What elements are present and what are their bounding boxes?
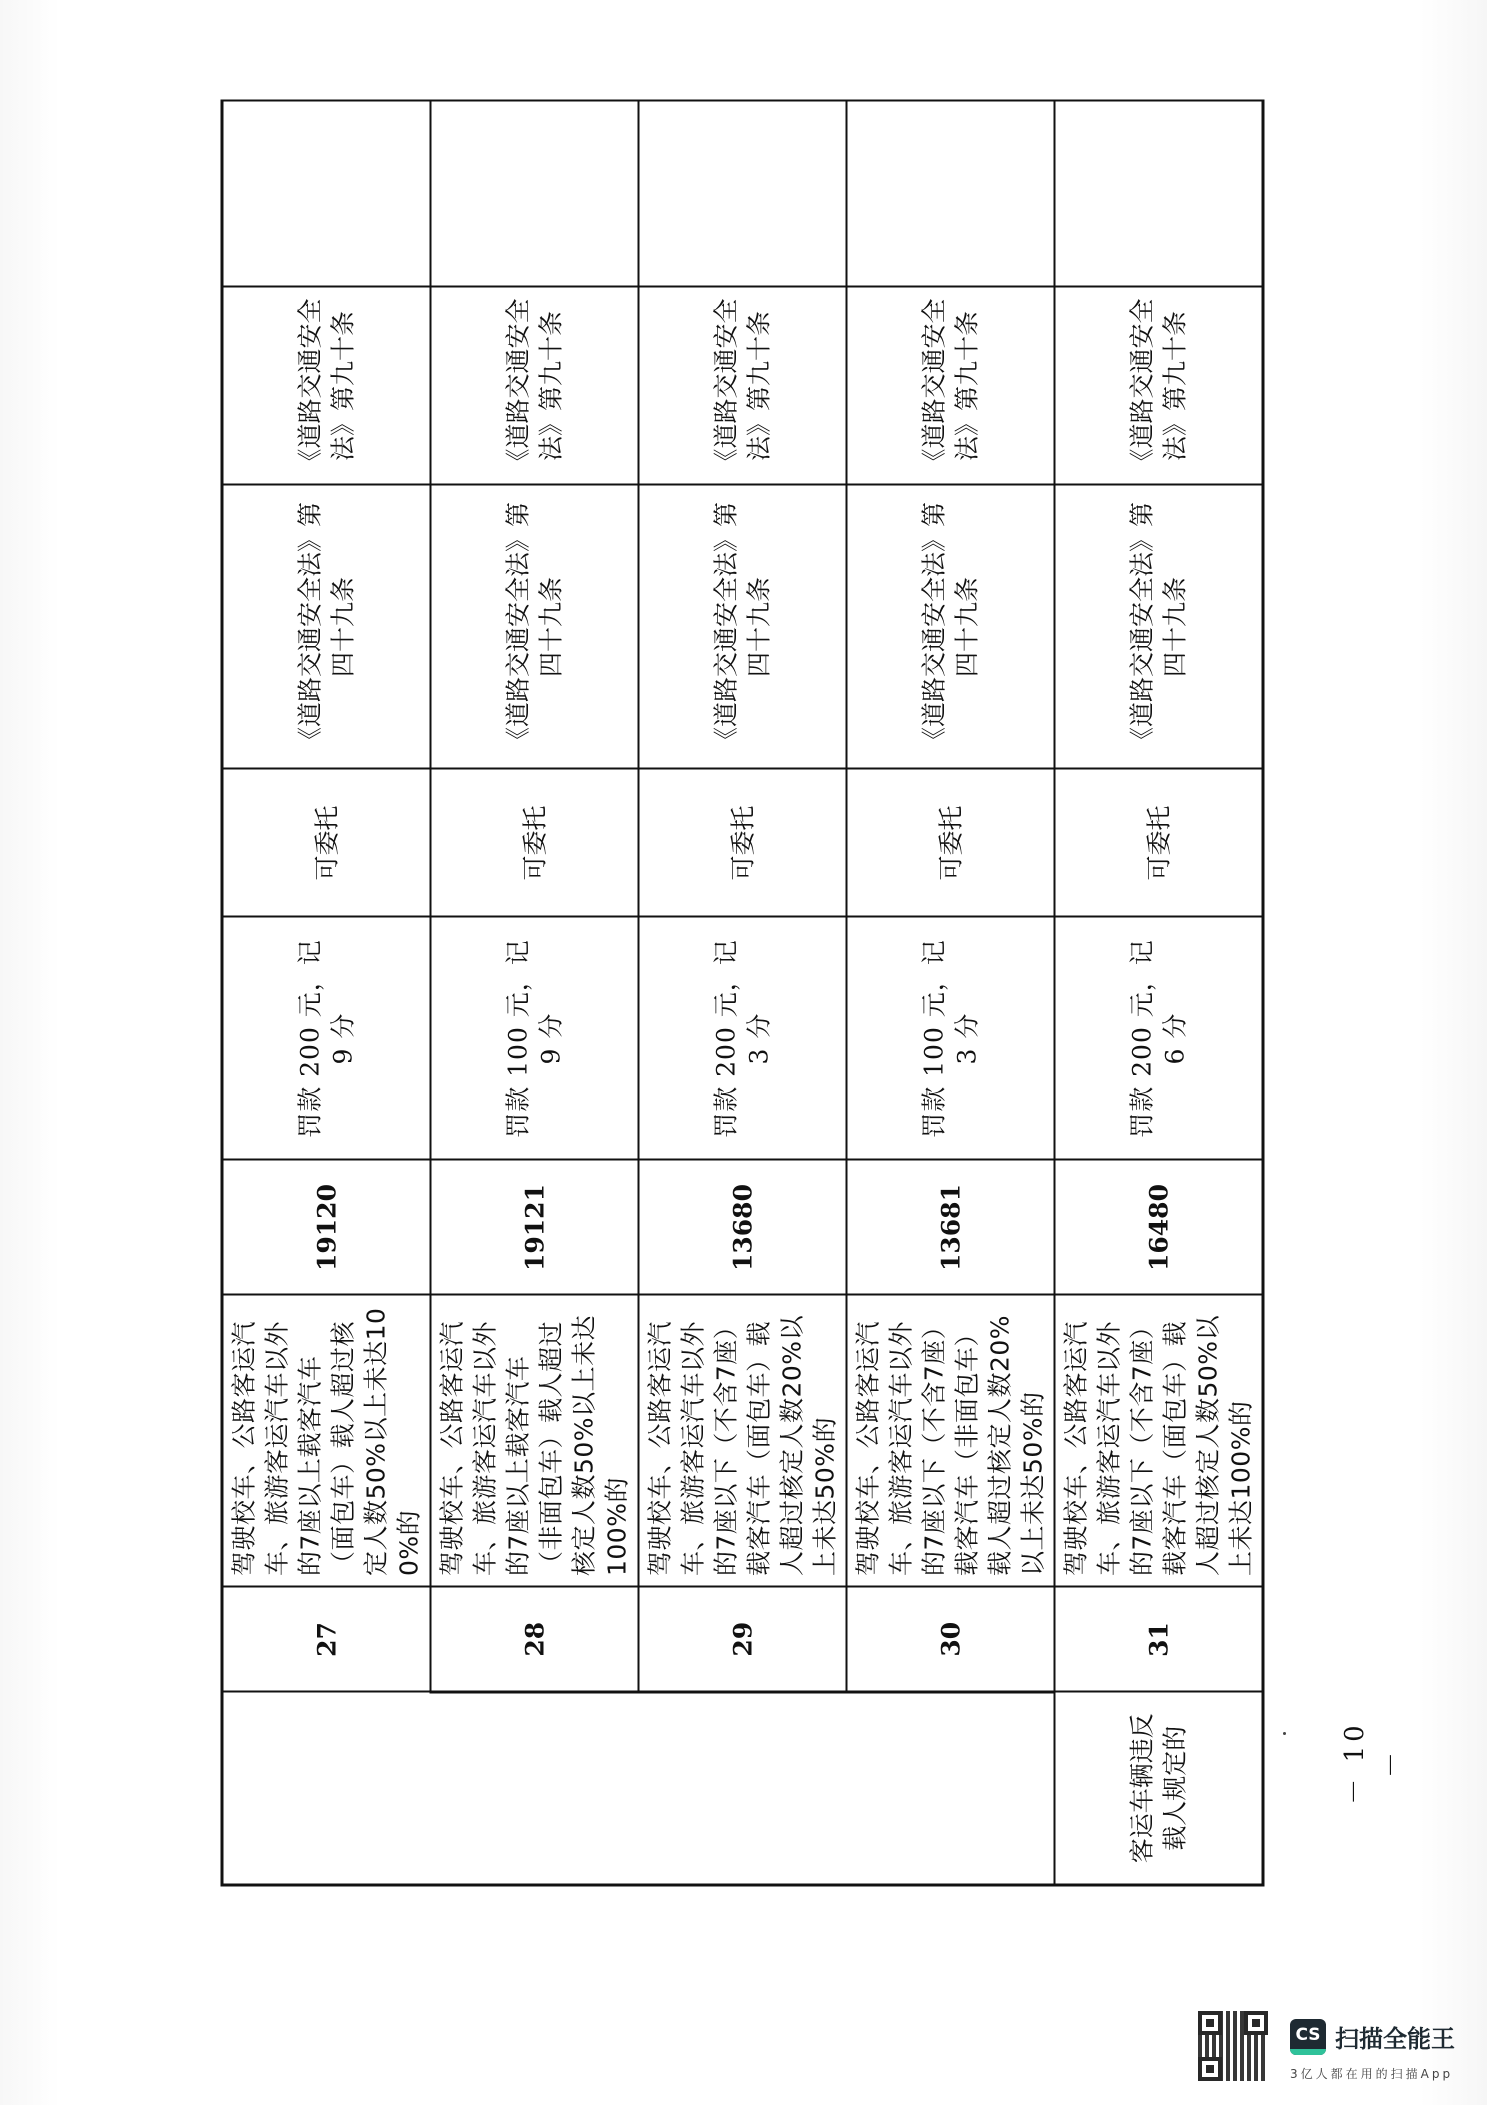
category-cell-continuation — [222, 1692, 1055, 1885]
penalty-cell: 罚款 200 元，记 9 分 — [222, 917, 431, 1160]
brand-tagline: 3亿人都在用的扫描App — [1290, 2067, 1454, 2081]
scanner-watermark — [1192, 2005, 1482, 2090]
code-cell: 19121 — [431, 1160, 639, 1295]
provision-cell: 《道路交通安全法》第四十九条 — [639, 485, 847, 769]
table-row — [1055, 101, 1264, 1885]
category-cell: 客运车辆违反载人规定的 — [1055, 1692, 1264, 1885]
violation-table — [221, 100, 1265, 1887]
legal-basis-cell: 《道路交通安全法》第九十条 — [847, 287, 1055, 485]
table-row — [639, 101, 847, 1885]
penalty-cell: 罚款 200 元，记 6 分 — [1055, 917, 1264, 1160]
camscanner-logo-icon: CS — [1290, 2019, 1326, 2055]
rotated-table-container — [221, 103, 1256, 1887]
code-cell: 19120 — [222, 1160, 431, 1295]
remarks-cell — [1055, 101, 1264, 287]
delegation-cell: 可委托 — [639, 769, 847, 917]
code-cell: 13681 — [847, 1160, 1055, 1295]
legal-basis-cell: 《道路交通安全法》第九十条 — [639, 287, 847, 485]
description-cell: 驾驶校车、公路客运汽车、旅游客运汽车以外的7座以上载客汽车（非面包车）载人超过核定人数50%以上未达100%的 — [431, 1295, 639, 1587]
provision-cell: 《道路交通安全法》第四十九条 — [847, 485, 1055, 769]
delegation-cell: 可委托 — [1055, 769, 1264, 917]
qr-finder-icon — [1198, 2011, 1222, 2035]
provision-cell: 《道路交通安全法》第四十九条 — [431, 485, 639, 769]
description-cell: 驾驶校车、公路客运汽车、旅游客运汽车以外的7座以上载客汽车（面包车）载人超过核定人数50%以上未达100%的 — [222, 1295, 431, 1587]
delegation-cell: 可委托 — [431, 769, 639, 917]
table-row — [222, 101, 431, 1885]
delegation-cell: 可委托 — [222, 769, 431, 917]
seq-cell: 30 — [847, 1587, 1055, 1692]
provision-cell: 《道路交通安全法》第四十九条 — [1055, 485, 1264, 769]
description-cell: 驾驶校车、公路客运汽车、旅游客运汽车以外的7座以下（不含7座）载客汽车（面包车）载人超过核定人数50%以上未达100%的 — [1055, 1295, 1264, 1587]
table-row — [847, 101, 1055, 1885]
remarks-cell — [639, 101, 847, 287]
legal-basis-cell: 《道路交通安全法》第九十条 — [431, 287, 639, 485]
description-cell: 驾驶校车、公路客运汽车、旅游客运汽车以外的7座以下（不含7座）载客汽车（面包车）载人超过核定人数20%以上未达50%的 — [639, 1295, 847, 1587]
penalty-cell: 罚款 200 元，记 3 分 — [639, 917, 847, 1160]
seq-cell: 28 — [431, 1587, 639, 1692]
seq-cell: 29 — [639, 1587, 847, 1692]
seq-cell: 27 — [222, 1587, 431, 1692]
provision-cell: 《道路交通安全法》第四十九条 — [222, 485, 431, 769]
penalty-cell: 罚款 100 元，记 9 分 — [431, 917, 639, 1160]
description-cell: 驾驶校车、公路客运汽车、旅游客运汽车以外的7座以下（不含7座）载客汽车（非面包车）载人超过核定人数20%以上未达50%的 — [847, 1295, 1055, 1587]
penalty-cell: 罚款 100 元，记 3 分 — [847, 917, 1055, 1160]
brand-name: 扫描全能王 — [1335, 2025, 1455, 2053]
legal-basis-cell: 《道路交通安全法》第九十条 — [1055, 287, 1264, 485]
remarks-cell — [431, 101, 639, 287]
delegation-cell: 可委托 — [847, 769, 1055, 917]
qr-code-icon — [1198, 2011, 1268, 2081]
code-cell: 13680 — [639, 1160, 847, 1295]
seq-cell: 31 — [1055, 1587, 1264, 1692]
table-row — [431, 101, 639, 1885]
qr-finder-icon — [1244, 2011, 1268, 2035]
code-cell: 16480 — [1055, 1160, 1264, 1295]
scan-speck — [1283, 1732, 1286, 1735]
remarks-cell — [847, 101, 1055, 287]
legal-basis-cell: 《道路交通安全法》第九十条 — [222, 287, 431, 485]
page-number: － 10 － — [1340, 1721, 1407, 1805]
qr-finder-icon — [1198, 2057, 1222, 2081]
remarks-cell — [222, 101, 431, 287]
